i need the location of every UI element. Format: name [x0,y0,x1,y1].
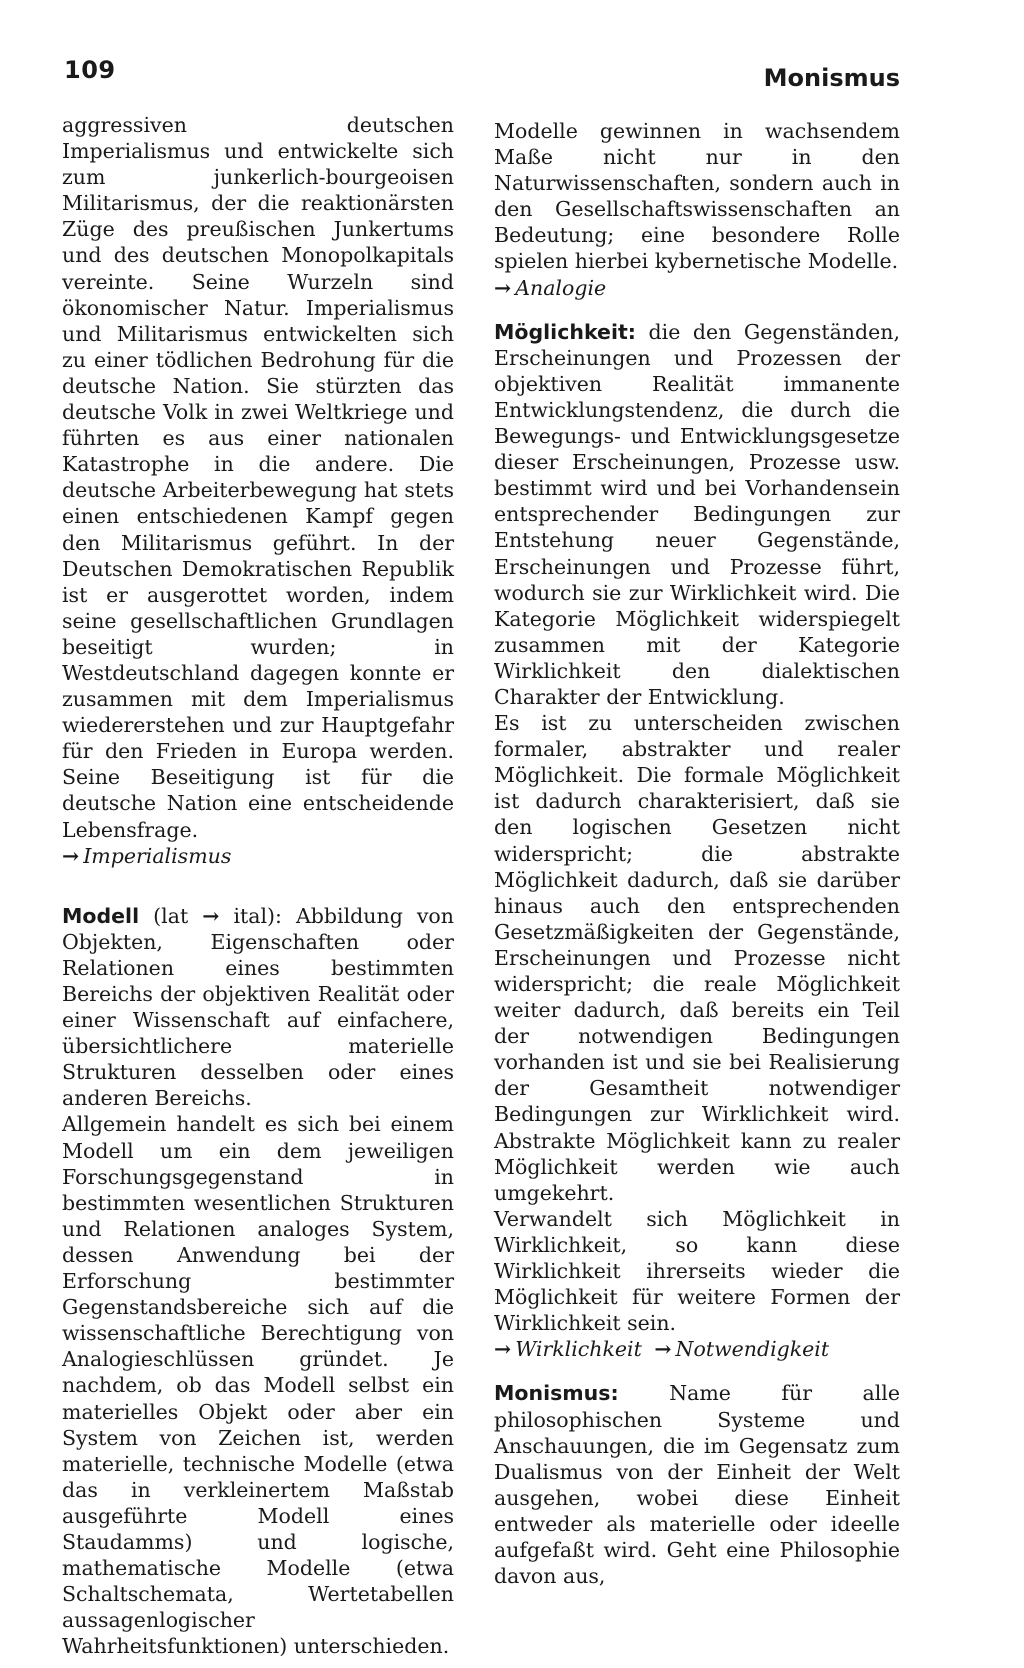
left-column [62,112,454,1659]
entry-paragraph [494,1380,900,1589]
running-head: Monismus [763,64,900,92]
entry-modell [62,903,454,1660]
cross-reference[interactable] [62,843,454,869]
reference-link[interactable]: Imperialismus [83,843,232,868]
definition-text: die den Gegenständen, Erscheinungen und Prozessen der objektiven Realität immanente Entwicklungstendenz, die durch die Bewegungs- und Entwicklungsgesetze dieser Erscheinungen, Prozesse usw. bestimmt wird und bei Vorhandensein entsprechender Bedingungen zur Entstehung neuer Gegenstände, Erscheinungen und Prozesse führt, wodurch sie zur Wirklichkeit wird. Die Kategorie Möglichkeit widerspiegelt zusammen mit der Kategorie Wirklichkeit den dialektischen Charakter der Entwicklung. [494,319,900,709]
entry-headword: Modell [62,903,140,928]
reference-link[interactable]: Analogie [515,275,607,300]
reference-link[interactable]: Notwendigkeit [675,1337,830,1362]
entry-paragraph: Es ist zu unterscheiden zwischen formaler, abstrakter und realer Möglichkeit. Die formale Möglichkeit ist dadurch charakterisiert, daß sie den logischen Gesetzen nicht widerspricht; die abstrakte Möglichkeit dadurch, daß sie darüber hinaus auch den entsprechenden Gesetzmäßigkeiten der Gegenstände, Erscheinungen und Prozesse nicht widerspricht; die reale Möglichkeit weiter dadurch, daß bereits ein Teil der notwendigen Bedingungen vorhanden ist und sie bei Realisierung der Gesamtheit notwendiger Bedingungen zur Wirklichkeit wird. Abstrakte Möglichkeit kann zu realer Möglichkeit werden wie auch umgekehrt. [494,711,900,1205]
entry-paragraph [62,903,454,1112]
page-number: 109 [64,56,116,84]
entry-paragraph: Verwandelt sich Möglichkeit in Wirklichkeit, so kann diese Wirklichkeit ihrerseits wieder die Möglichkeit für weitere Formen der Wirklichkeit sein. [494,1206,900,1336]
definition-text: Name für alle philosophischen Systeme und Anschauungen, die im Gegensatz zum Dualismus von der Einheit der Welt ausgehen, wobei diese Einheit entweder als materielle oder ideelle aufgefaßt wird. Geht eine Philosophie davon aus, [494,1381,900,1589]
arrow-icon: → [494,275,512,300]
modell-continuation: Modelle gewinnen in wachsendem Maße nicht nur in den Naturwissenschaften, sondern auch in den Gesellschaftswissenschaften an Bedeutung; eine besondere Rolle spielen hierbei kybernetische Modelle. [494,119,900,274]
reference-link[interactable]: Wirklichkeit [515,1337,642,1362]
cross-reference[interactable] [494,1336,900,1362]
entry-monismus [494,1380,900,1589]
entry-headword: Möglichkeit: [494,319,636,344]
entry-headword: Monismus: [494,1381,619,1406]
etymology-pre: (lat [153,903,189,928]
cross-reference[interactable] [494,275,900,301]
militarismus-continuation: aggressiven deutschen Imperialismus und entwickelte sich zum junkerlich-bourgeoisen Militarismus, der die reaktionärsten Züge des preußischen Junkertums und des deutschen Monopolkapitals vereinte. Seine Wurzeln sind ökonomischer Natur. Imperialismus und Militarismus entwickelten sich zu einer tödlichen Bedrohung für die deutsche Nation. Sie stürzten das deutsche Volk in zwei Weltkriege und führten es aus einer nationalen Katastrophe in die andere. Die deutsche Arbeiterbewegung hat stets einen entschiedenen Kampf gegen den Militarismus geführt. In der Deutschen Demokratischen Republik ist er ausgerottet worden, indem seine gesellschaftlichen Grundlagen beseitigt wurden; in Westdeutschland dagegen konnte er zusammen mit dem Imperialismus wiedererstehen und zur Hauptgefahr für den Frieden in Europa werden. Seine Beseitigung ist für die deutsche Nation eine entscheidende Lebensfrage. [62,113,454,842]
definition-text: Abbildung von Objekten, Eigenschaften oder Relationen eines bestimmten Bereichs der objektiven Realität oder einer Wissenschaft auf einfachere, übersichtlichere materielle Strukturen desselben oder eines anderen Bereichs. [62,903,454,1111]
entry-paragraph [494,319,900,710]
arrow-icon: → [494,1337,512,1362]
arrow-icon: → [62,843,80,868]
entry-moeglichkeit [494,319,900,1363]
entry-paragraph: Allgemein handelt es sich bei einem Modell um ein dem jeweiligen Forschungsgegenstand in bestimmten wesentlichen Strukturen und Relationen analoges System, dessen Anwendung bei der Erforschung bestimmter Gegenstandsbereiche sich auf die wissenschaftliche Berechtigung von Analogieschlüssen gründet. Je nachdem, ob das Modell selbst ein materielles Objekt oder aber ein System von Zeichen ist, werden materielle, technische Modelle (etwa das in verkleinertem Maßstab ausgeführte Modell eines Staudamms) und logische, mathematische Modelle (etwa Schaltschemata, Wertetabellen aussagenlogischer Wahrheitsfunktionen) unterschieden. [62,1112,454,1659]
right-column [494,118,900,1589]
etymology-post: ital): [233,903,282,928]
arrow-icon: → [654,1337,672,1362]
arrow-icon: → [202,903,220,928]
